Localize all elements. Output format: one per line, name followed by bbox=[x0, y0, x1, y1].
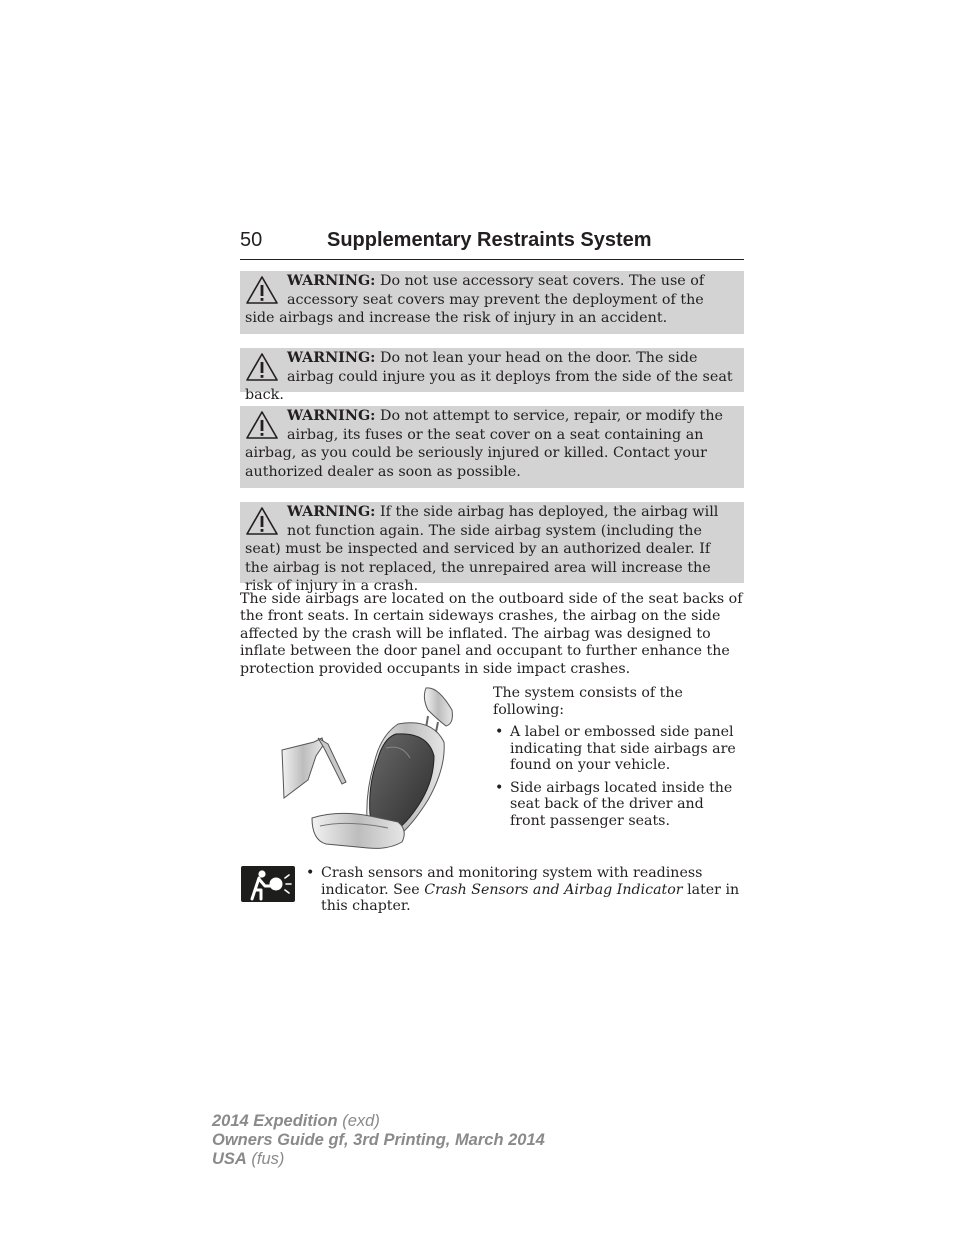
warning-triangle-icon bbox=[245, 275, 279, 305]
footer-market: USA bbox=[212, 1150, 247, 1168]
warning-keyword: WARNING: bbox=[287, 350, 376, 366]
list-item bbox=[493, 724, 743, 774]
warning-triangle-icon bbox=[245, 410, 279, 440]
footer-line-3 bbox=[212, 1150, 545, 1169]
cross-reference-link: Crash Sensors and Airbag Indicator bbox=[424, 881, 683, 898]
warning-triangle-icon bbox=[245, 506, 279, 536]
footer-line-2: Owners Guide gf, 3rd Printing, March 2014 bbox=[212, 1131, 545, 1149]
page-footer bbox=[212, 1112, 545, 1169]
bullet: • bbox=[306, 865, 315, 881]
crash-sensors-item bbox=[304, 865, 744, 915]
footer-model: 2014 Expedition bbox=[212, 1112, 338, 1130]
warning-box-service bbox=[240, 406, 744, 488]
list-item bbox=[304, 865, 744, 915]
footer-model-code: (exd) bbox=[337, 1112, 380, 1130]
warning-text: Do not attempt to service, repair, or modify the airbag, its fuses or the seat cover on a seat containing an airbag, as you could be seriously injured or killed. Contact your authorized dealer as soon as possible. bbox=[245, 408, 724, 480]
warning-text: If the side airbag has deployed, the airbag will not function again. The side airbag system (including the seat) must be inspected and serviced by an authorized dealer. If the airbag is not replaced, the unrepaired area will increase the risk of injury in a crash. bbox=[245, 504, 719, 594]
warning-keyword: WARNING: bbox=[287, 273, 376, 289]
warning-box-seat-covers bbox=[240, 271, 744, 334]
warning-text: Do not use accessory seat covers. The use of accessory seat covers may prevent the deployment of the side airbags and increase the risk of injury in an accident. bbox=[245, 273, 705, 326]
warning-keyword: WARNING: bbox=[287, 504, 376, 520]
system-components bbox=[493, 685, 743, 835]
page-header bbox=[240, 229, 744, 260]
warning-box-lean-head bbox=[240, 348, 744, 403]
footer-line-1 bbox=[212, 1112, 545, 1131]
section-title: Supplementary Restraints System bbox=[327, 229, 652, 251]
list-item bbox=[493, 780, 743, 830]
warning-text: Do not lean your head on the door. The side airbag could injure you as it deploys from the side of the seat back. bbox=[245, 350, 733, 403]
list-item-text: Side airbags located inside the seat back of the driver and front passenger seats. bbox=[510, 779, 733, 829]
sensor-list bbox=[304, 865, 744, 915]
seat-side-airbag-illustration bbox=[278, 684, 458, 852]
sensor-text-after: later in this chapter. bbox=[321, 881, 740, 914]
page-number: 50 bbox=[240, 229, 263, 251]
warning-triangle-icon bbox=[245, 352, 279, 382]
warning-box-deployed bbox=[240, 502, 744, 594]
component-list bbox=[493, 724, 743, 829]
list-item-text: A label or embossed side panel indicating that side airbags are found on your vehicle. bbox=[510, 724, 736, 773]
bullet: • bbox=[495, 724, 504, 740]
system-intro: The system consists of the following: bbox=[493, 685, 683, 718]
side-airbag-description: The side airbags are located on the outboard side of the seat backs of the front seats. In certain sideways crashes, the airbag on the side affected by the crash will be inflated. The airbag was designed to inflate between the door panel and occupant to further enhance the protection provided occupants in side impact crashes. bbox=[240, 591, 743, 677]
airbag-indicator-icon bbox=[241, 866, 295, 902]
warning-keyword: WARNING: bbox=[287, 408, 376, 424]
footer-market-code: (fus) bbox=[246, 1150, 285, 1168]
bullet: • bbox=[495, 779, 504, 796]
sensor-text-before: Crash sensors and monitoring system with readiness indicator. See bbox=[321, 865, 703, 898]
